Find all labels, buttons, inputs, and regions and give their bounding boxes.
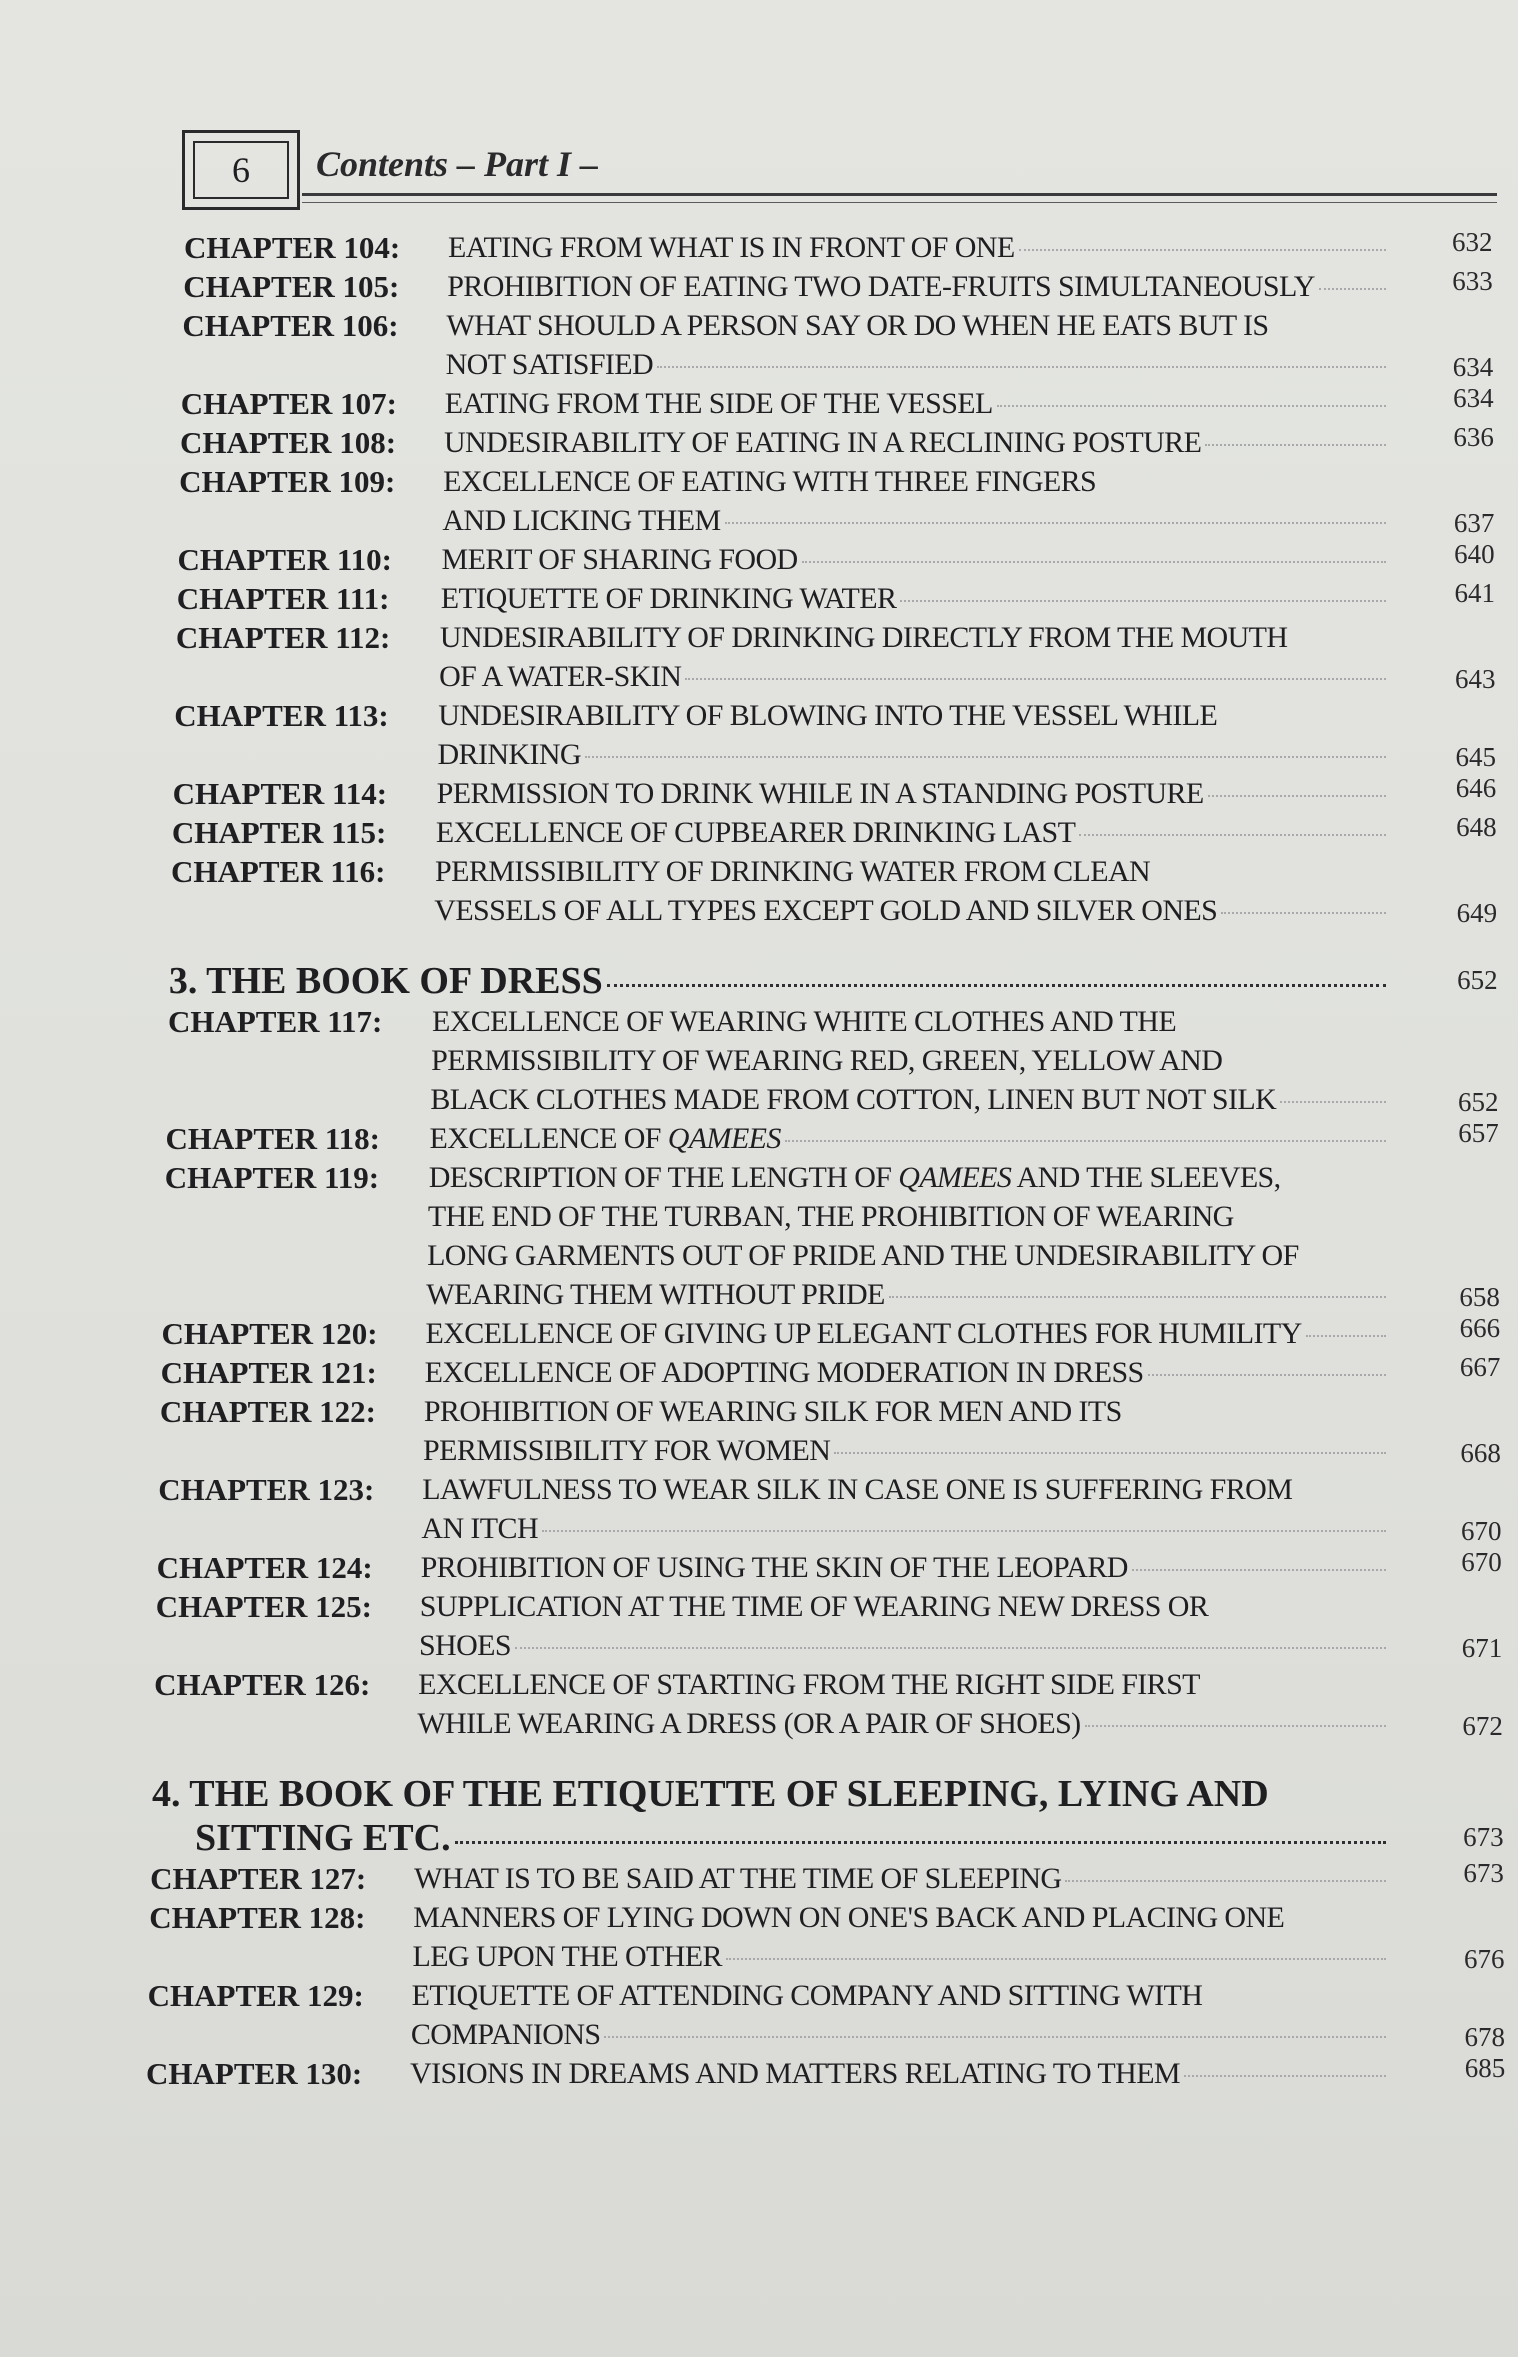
chapter-label: CHAPTER 106:	[182, 308, 399, 343]
chapter-title-text: DESCRIPTION OF THE LENGTH OF QAMEES AND THE SLEEVES,	[428, 1161, 1281, 1194]
chapter-label: CHAPTER 123:	[158, 1472, 375, 1507]
chapter-title[interactable]	[430, 1119, 1390, 1159]
chapter-title[interactable]	[446, 306, 1390, 346]
leader-dots	[1221, 912, 1386, 914]
chapter-title[interactable]	[428, 1197, 1390, 1237]
leader-dots	[515, 1647, 1386, 1649]
chapter-label: CHAPTER 104:	[184, 230, 401, 265]
page-ref: 640	[1454, 539, 1495, 569]
page-ref: 685	[1464, 2053, 1506, 2083]
chapter-label: CHAPTER 126:	[154, 1667, 371, 1702]
chapter-title[interactable]	[426, 1275, 1390, 1315]
page-ref: 666	[1459, 1313, 1501, 1343]
chapter-label: CHAPTER 121:	[160, 1355, 377, 1390]
page-ref: 670	[1460, 1516, 1502, 1546]
chapter-title[interactable]	[423, 1431, 1390, 1471]
chapter-title[interactable]	[445, 384, 1390, 424]
leader-dots	[1208, 795, 1386, 797]
book-heading	[169, 958, 1390, 1004]
chapter-title-text: WHAT IS TO BE SAID AT THE TIME OF SLEEPING	[414, 1862, 1062, 1895]
chapter-title-text: EXCELLENCE OF CUPBEARER DRINKING LAST	[435, 816, 1076, 849]
leader-dots	[725, 522, 1386, 524]
chapter-label: CHAPTER 124:	[156, 1550, 373, 1585]
chapter-title-text: AN ITCH	[421, 1512, 539, 1545]
leader-dots	[785, 1140, 1386, 1142]
chapter-title[interactable]	[438, 696, 1390, 736]
chapter-label: CHAPTER 116:	[171, 854, 386, 889]
leader-dots	[1306, 1335, 1386, 1337]
chapter-title[interactable]	[444, 423, 1390, 463]
chapter-title[interactable]	[419, 1626, 1390, 1666]
header-rule	[302, 193, 1497, 203]
chapter-title-text: EATING FROM WHAT IS IN FRONT OF ONE	[448, 231, 1015, 264]
page-ref: 643	[1454, 664, 1496, 694]
chapter-title-text: LAWFULNESS TO WEAR SILK IN CASE ONE IS SUFFERING FROM	[422, 1473, 1293, 1506]
leader-dots	[1205, 444, 1386, 446]
page-ref: 652	[1457, 965, 1498, 995]
book-title: 3. THE BOOK OF DRESS	[168, 960, 603, 1002]
page-ref: 633	[1452, 266, 1493, 296]
chapter-title[interactable]	[412, 1937, 1390, 1977]
chapter-title-text: WHILE WEARING A DRESS (OR A PAIR OF SHOES)	[417, 1707, 1081, 1740]
page-ref: 676	[1463, 1944, 1505, 1974]
leader-dots	[1280, 1101, 1386, 1103]
chapter-title[interactable]	[439, 657, 1390, 697]
chapter-title-text: LONG GARMENTS OUT OF PRIDE AND THE UNDESIRABILITY OF	[427, 1239, 1299, 1272]
chapter-title-text: VESSELS OF ALL TYPES EXCEPT GOLD AND SILVER ONES	[434, 894, 1218, 927]
book-heading	[152, 1771, 1390, 1817]
chapter-title[interactable]	[446, 345, 1390, 385]
chapter-title-text: EXCELLENCE OF WEARING WHITE CLOTHES AND THE	[431, 1005, 1177, 1038]
chapter-title-text: VISIONS IN DREAMS AND MATTERS RELATING TO THEM	[410, 2057, 1180, 2090]
chapter-title-text: EXCELLENCE OF ADOPTING MODERATION IN DRESS	[424, 1356, 1144, 1389]
page-ref: 648	[1456, 812, 1497, 842]
chapter-title-text: PERMISSIBILITY OF DRINKING WATER FROM CLEAN	[435, 855, 1151, 888]
page-ref: 673	[1463, 1822, 1504, 1852]
page-ref: 634	[1452, 352, 1494, 382]
leader-dots	[455, 1841, 1386, 1844]
page-ref: 646	[1455, 773, 1497, 803]
page-ref: 641	[1454, 578, 1495, 608]
chapter-title-text: PERMISSIBILITY OF WEARING RED, GREEN, YELLOW AND	[431, 1044, 1223, 1077]
chapter-label: CHAPTER 119:	[164, 1160, 380, 1195]
chapter-title-text: WHAT SHOULD A PERSON SAY OR DO WHEN HE EATS BUT IS	[446, 309, 1269, 342]
chapter-title[interactable]	[422, 1470, 1390, 1510]
chapter-title[interactable]	[413, 1898, 1390, 1938]
chapter-title[interactable]	[430, 1080, 1390, 1120]
chapter-label: CHAPTER 127:	[150, 1861, 367, 1896]
chapter-title[interactable]	[427, 1236, 1390, 1276]
leader-dots	[900, 600, 1386, 602]
chapter-label: CHAPTER 120:	[161, 1316, 378, 1351]
chapter-title[interactable]	[435, 852, 1390, 892]
chapter-label: CHAPTER 115:	[171, 815, 387, 850]
chapter-title[interactable]	[421, 1548, 1390, 1588]
chapter-title-text: SUPPLICATION AT THE TIME OF WEARING NEW DRESS OR	[419, 1590, 1209, 1623]
chapter-title-text: PROHIBITION OF USING THE SKIN OF THE LEOPARD	[420, 1551, 1128, 1584]
page-number: 6	[193, 141, 289, 199]
chapter-label: CHAPTER 128:	[149, 1900, 366, 1935]
chapter-title-text: UNDESIRABILITY OF BLOWING INTO THE VESSEL WHILE	[438, 699, 1218, 732]
chapter-title[interactable]	[412, 1976, 1390, 2016]
page-ref: 671	[1461, 1633, 1503, 1663]
chapter-title[interactable]	[420, 1587, 1390, 1627]
chapter-label: CHAPTER 109:	[179, 464, 396, 499]
chapter-title[interactable]	[418, 1665, 1390, 1705]
chapter-title-text: PROHIBITION OF WEARING SILK FOR MEN AND ITS	[423, 1395, 1122, 1428]
chapter-title-text: COMPANIONS	[410, 2018, 601, 2051]
chapter-label: CHAPTER 108:	[179, 425, 397, 460]
chapter-title-text: PERMISSION TO DRINK WHILE IN A STANDING POSTURE	[436, 777, 1204, 810]
chapter-label: CHAPTER 114:	[172, 776, 388, 811]
chapter-title[interactable]	[425, 1353, 1390, 1393]
italic-term: QAMEES	[667, 1122, 781, 1155]
chapter-title[interactable]	[443, 462, 1390, 502]
leader-dots	[1319, 288, 1386, 290]
page-ref: 673	[1463, 1858, 1504, 1888]
chapter-title-text: EXCELLENCE OF QAMEES	[429, 1122, 781, 1155]
chapter-title[interactable]	[440, 618, 1390, 658]
page-ref: 649	[1456, 898, 1498, 928]
page-ref: 634	[1453, 383, 1494, 413]
leader-dots	[802, 561, 1386, 563]
chapter-title-text: PROHIBITION OF EATING TWO DATE-FRUITS SIMULTANEOUSLY	[447, 270, 1315, 303]
chapter-title[interactable]	[429, 1158, 1390, 1198]
leader-dots	[889, 1296, 1386, 1298]
chapter-title-text: EATING FROM THE SIDE OF THE VESSEL	[444, 387, 993, 420]
chapter-title[interactable]	[437, 735, 1390, 775]
chapter-title-text: SHOES	[418, 1629, 511, 1662]
italic-term: QAMEES	[898, 1161, 1012, 1194]
chapter-title-text: BLACK CLOTHES MADE FROM COTTON, LINEN BUT NOT SILK	[430, 1083, 1277, 1116]
chapter-title[interactable]	[442, 501, 1390, 541]
chapter-title-text: NOT SATISFIED	[445, 348, 654, 381]
chapter-title[interactable]	[437, 774, 1390, 814]
chapter-title[interactable]	[431, 1041, 1390, 1081]
leader-dots	[607, 984, 1386, 987]
book-heading	[195, 1815, 1390, 1861]
chapter-title-text: MANNERS OF LYING DOWN ON ONE'S BACK AND PLACING ONE	[413, 1901, 1285, 1934]
chapter-title[interactable]	[447, 267, 1390, 307]
page-ref: 670	[1461, 1547, 1502, 1577]
chapter-title-text: WEARING THEM WITHOUT PRIDE	[426, 1278, 885, 1311]
chapter-title-text: ETIQUETTE OF ATTENDING COMPANY AND SITTING WITH	[411, 1979, 1203, 2012]
leader-dots	[834, 1452, 1386, 1454]
chapter-title-text: UNDESIRABILITY OF EATING IN A RECLINING POSTURE	[443, 426, 1202, 459]
page-ref: 645	[1455, 742, 1497, 772]
leader-dots	[1184, 2075, 1386, 2077]
chapter-title-text: UNDESIRABILITY OF DRINKING DIRECTLY FROM THE MOUTH	[439, 621, 1288, 654]
chapter-title[interactable]	[411, 2015, 1390, 2055]
chapter-label: CHAPTER 125:	[155, 1589, 372, 1624]
chapter-title-text: OF A WATER-SKIN	[439, 660, 682, 693]
chapter-label: CHAPTER 107:	[180, 386, 397, 421]
chapter-title-text: PERMISSIBILITY FOR WOMEN	[423, 1434, 831, 1467]
chapter-label: CHAPTER 129:	[147, 1978, 364, 2013]
page-ref: 668	[1460, 1438, 1501, 1468]
chapter-title[interactable]	[424, 1392, 1390, 1432]
page-ref: 636	[1453, 422, 1494, 452]
chapter-title-text: THE END OF THE TURBAN, THE PROHIBITION OF WEARING	[427, 1200, 1234, 1233]
book-title: SITTING ETC.	[195, 1817, 451, 1859]
page-ref: 672	[1462, 1711, 1503, 1741]
chapter-title-text: EXCELLENCE OF EATING WITH THREE FINGERS	[443, 465, 1097, 498]
chapter-title-text: DRINKING	[437, 738, 581, 771]
chapter-title-text: ETIQUETTE OF DRINKING WATER	[440, 582, 897, 615]
chapter-title[interactable]	[417, 1704, 1390, 1744]
page-ref: 658	[1459, 1282, 1500, 1312]
page-ref: 657	[1458, 1118, 1499, 1148]
leader-dots	[657, 366, 1386, 368]
chapter-title[interactable]	[410, 2054, 1390, 2094]
leader-dots	[1132, 1569, 1386, 1571]
chapter-label: CHAPTER 113:	[174, 698, 389, 733]
chapter-title[interactable]	[436, 813, 1390, 853]
page-number-box	[182, 130, 300, 210]
chapter-label: CHAPTER 130:	[146, 2056, 363, 2091]
chapter-label: CHAPTER 105:	[183, 269, 400, 304]
chapter-label: CHAPTER 112:	[175, 620, 391, 655]
book-title: 4. THE BOOK OF THE ETIQUETTE OF SLEEPING, LYING AND	[151, 1773, 1269, 1815]
chapter-title[interactable]	[441, 579, 1390, 619]
leader-dots	[542, 1530, 1386, 1532]
chapter-title-text: EXCELLENCE OF STARTING FROM THE RIGHT SIDE FIRST	[418, 1668, 1200, 1701]
chapter-title[interactable]	[425, 1314, 1390, 1354]
chapter-title[interactable]	[442, 540, 1390, 580]
running-head: Contents – Part I –	[316, 144, 599, 184]
page-ref: 637	[1453, 508, 1495, 538]
chapter-title-text: MERIT OF SHARING FOOD	[441, 543, 798, 576]
leader-dots	[604, 2036, 1386, 2038]
chapter-title-text: LEG UPON THE OTHER	[412, 1940, 722, 1973]
chapter-title[interactable]	[432, 1002, 1390, 1042]
chapter-label: CHAPTER 122:	[159, 1394, 376, 1429]
chapter-title[interactable]	[448, 228, 1390, 268]
chapter-title[interactable]	[414, 1859, 1390, 1899]
leader-dots	[1079, 834, 1386, 836]
chapter-label: CHAPTER 111:	[176, 581, 390, 616]
chapter-title[interactable]	[434, 891, 1390, 931]
leader-dots	[1065, 1880, 1386, 1882]
chapter-title-text: AND LICKING THEM	[442, 504, 721, 537]
chapter-title-text: EXCELLENCE OF GIVING UP ELEGANT CLOTHES FOR HUMILITY	[425, 1317, 1302, 1350]
leader-dots	[1019, 249, 1386, 251]
leader-dots	[1148, 1374, 1386, 1376]
leader-dots	[726, 1958, 1386, 1960]
page-ref: 667	[1459, 1352, 1501, 1382]
leader-dots	[1085, 1725, 1386, 1727]
page-ref: 652	[1457, 1087, 1499, 1117]
chapter-title[interactable]	[421, 1509, 1390, 1549]
chapter-label: CHAPTER 110:	[177, 542, 392, 577]
chapter-label: CHAPTER 117:	[167, 1004, 383, 1039]
leader-dots	[585, 756, 1386, 758]
chapter-label: CHAPTER 118:	[165, 1121, 380, 1156]
page-ref: 632	[1451, 227, 1493, 257]
page-ref: 678	[1464, 2022, 1505, 2052]
leader-dots	[685, 678, 1386, 680]
leader-dots	[997, 405, 1386, 407]
